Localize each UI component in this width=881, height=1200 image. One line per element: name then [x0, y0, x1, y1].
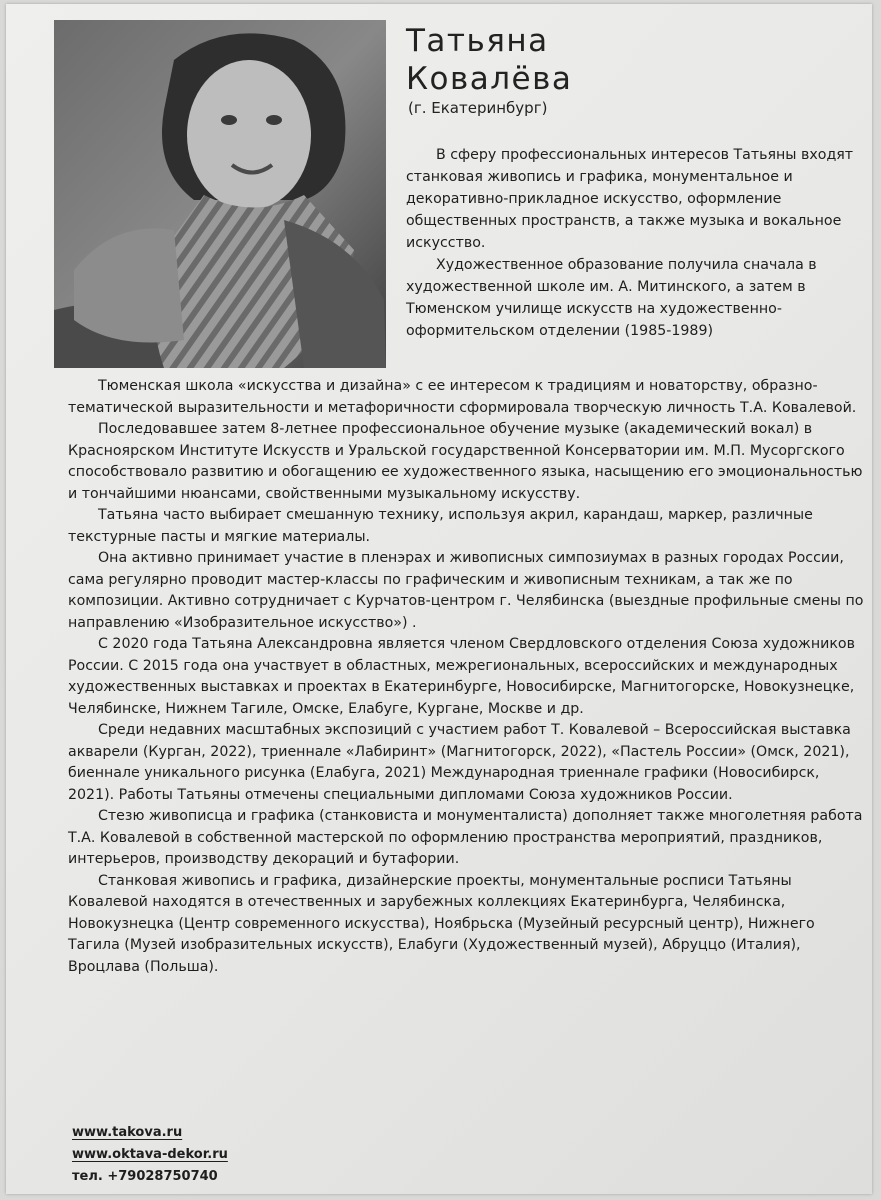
exhibition-label-sheet [6, 4, 872, 1194]
biography-paragraph: Стезю живописца и графика (станковиста и монументалиста) дополняет также многолетняя работа Т.А. Ковалевой в собственной мастерской по оформлению пространства мероприятий, праздников, интерьеров, производству декораций и бутафории. [68, 808, 863, 867]
biography-paragraph: Татьяна часто выбирает смешанную технику, используя акрил, карандаш, маркер, различные текстурные пасты и мягкие материалы. [68, 507, 813, 545]
artist-city: (г. Екатеринбург) [408, 99, 548, 117]
artist-name [406, 22, 846, 98]
biography-paragraph: С 2020 года Татьяна Александровна является членом Свердловского отделения Союза художников России. С 2015 года она участвует в областных, межрегиональных, всероссийских и международных художественных выставках и проектах в Екатеринбурге, Новосибирске, Магнитогорске, Новокузнецке, Челябинске, Нижнем Тагиле, Омске, Елабуге, Кургане, Москве и др. [68, 636, 855, 717]
biography-paragraph: Тюменская школа «искусства и дизайна» с ее интересом к традициям и новаторству, образно-тематической выразительности и метафоричности сформировала творческую личность Т.А. Ковалевой. [68, 378, 857, 416]
biography-paragraph: Она активно принимает участие в пленэрах и живописных симпозиумах в разных городах России, сама регулярно проводит мастер-классы по графическим и живописным техникам, а так же по композиции. Активно сотрудничает с Курчатов-центром г. Челябинска (выездные профильные смены по направлению «Изобразительное искусство») . [68, 550, 864, 631]
biography-paragraph: Станковая живопись и графика, дизайнерские проекты, монументальные росписи Татьяны Ковалевой находятся в отечественных и зарубежных коллекциях Екатеринбурга, Челябинска, Новокузнецка (Центр современного искусства), Ноябрьска (Музейный ресурсный центр), Нижнего Тагила (Музей изобразительных искусств), Елабуги (Художественный музей), Абруццо (Италия), Вроцлава (Польша). [68, 872, 815, 975]
contacts-block [72, 1122, 228, 1188]
intro-paragraph: Художественное образование получила сначала в художественной школе им. А. Митинского, а затем в Тюменском училище искусств на художественно-оформительском отделении (1985-1989) [406, 257, 817, 339]
artist-first-name: Татьяна [406, 23, 549, 59]
biography-paragraph: Последовавшее затем 8-летнее профессиональное обучение музыке (академический вокал) в Красноярском Институте Искусств и Уральской государственной Консерватории им. М.П. Мусоргского способствовало развитию и обогащению ее художественного языка, насыщению его эмоциональностью и тончайшими нюансами, свойственными музыкальному искусству. [68, 421, 863, 502]
website-link-oktava[interactable]: www.oktava-dekor.ru [72, 1147, 228, 1162]
phone-number: тел. +79028750740 [72, 1169, 218, 1184]
biography-text [68, 376, 868, 978]
intro-paragraph: В сферу профессиональных интересов Татьяны входят станковая живопись и графика, монументальное и декоративно-прикладное искусство, оформление общественных пространств, а также музыка и вокальное искусство. [406, 147, 854, 251]
artist-portrait-photo [54, 20, 386, 368]
biography-paragraph: Среди недавних масштабных экспозиций с участием работ Т. Ковалевой – Всероссийская выставка акварели (Курган, 2022), триеннале «Лабиринт» (Магнитогорск, 2022), «Пастель России» (Омск, 2021), биеннале уникального рисунка (Елабуга, 2021) Международная триеннале графики (Новосибирск, 2021). Работы Татьяны отмечены специальными дипломами Союза художников России. [68, 722, 851, 803]
artist-last-name: Ковалёва [406, 61, 573, 97]
website-link-takova[interactable]: www.takova.ru [72, 1125, 183, 1140]
portrait-illustration [54, 20, 386, 368]
intro-text [406, 144, 876, 342]
